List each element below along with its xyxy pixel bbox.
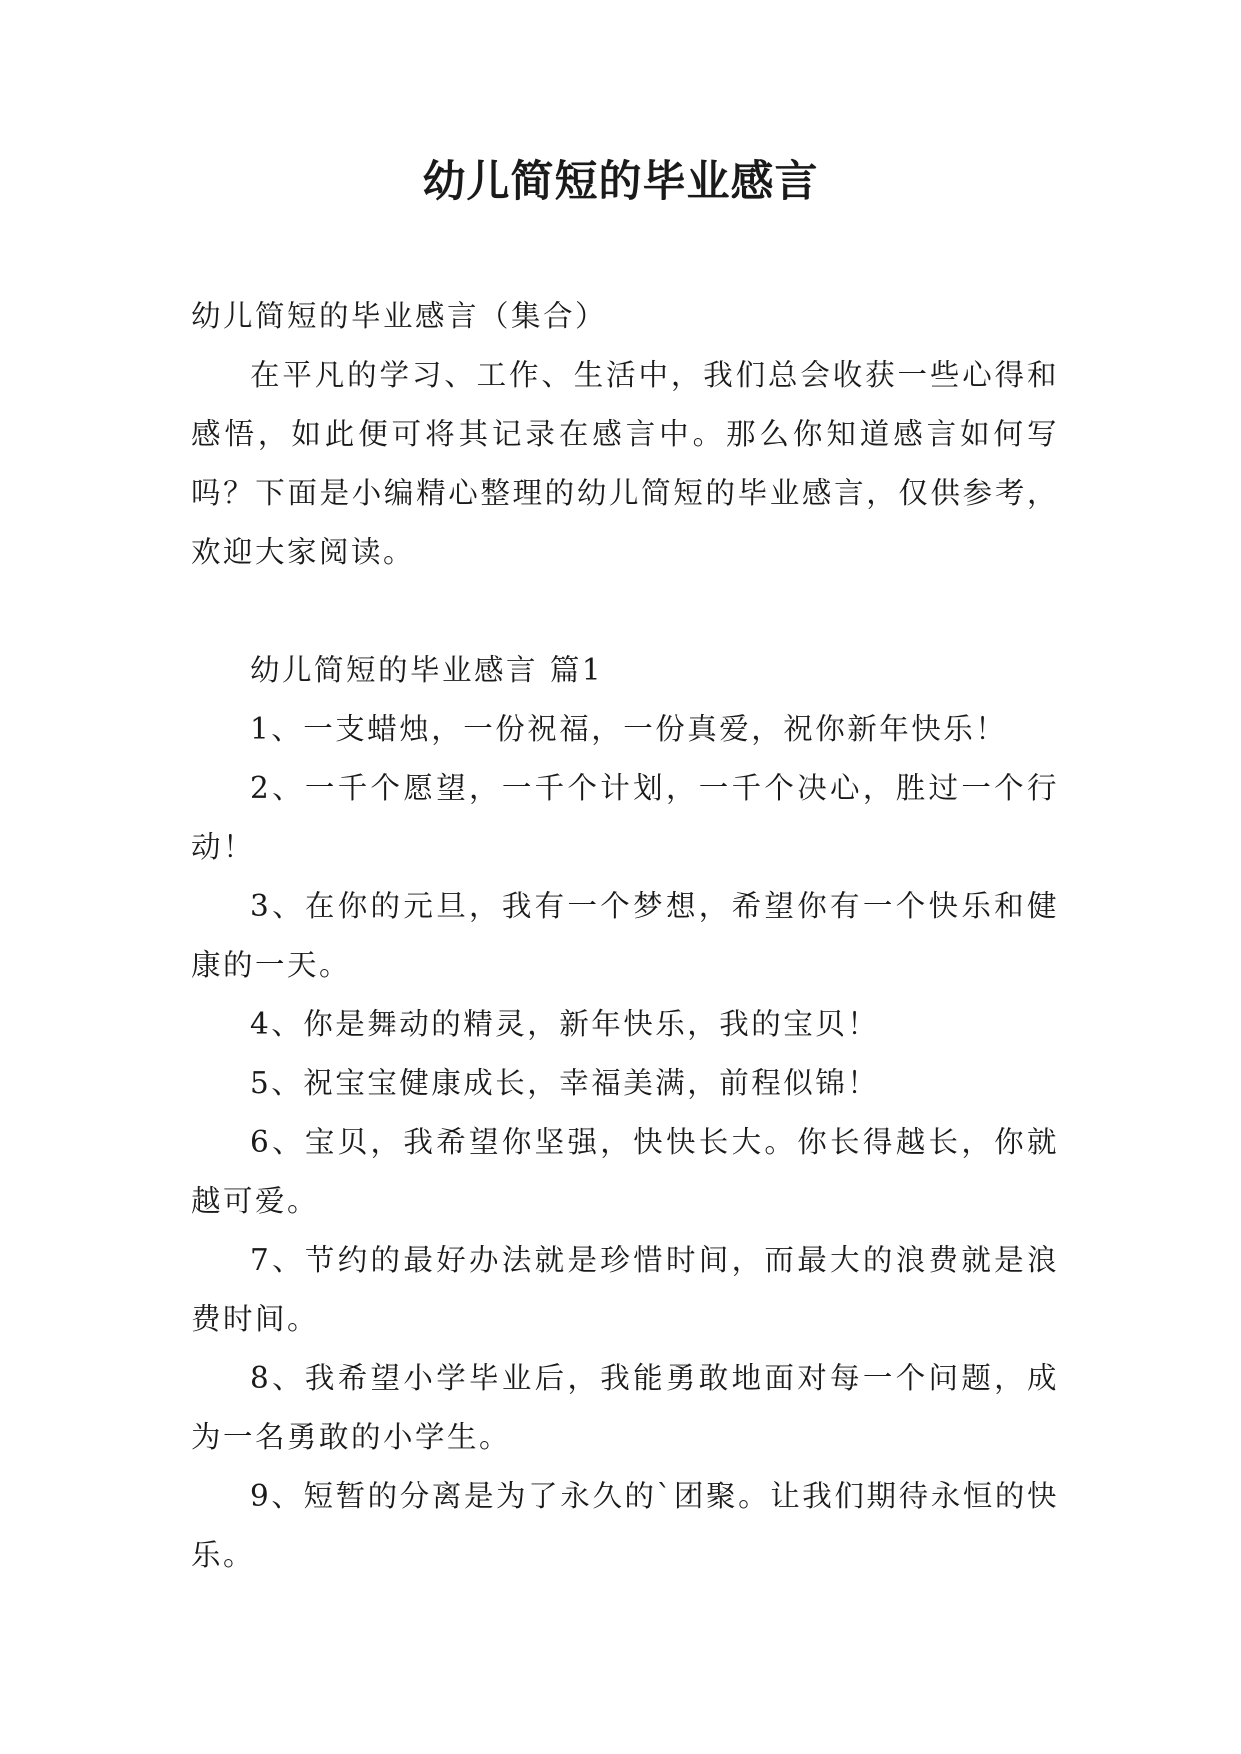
- list-item: 8、我希望小学毕业后，我能勇敢地面对每一个问题，成为一名勇敢的小学生。: [191, 1361, 1059, 1454]
- list-item: 4、你是舞动的精灵，新年快乐，我的宝贝！: [250, 1007, 880, 1041]
- list-item: 5、祝宝宝健康成长，幸福美满，前程似锦！: [250, 1066, 880, 1100]
- list-item: 7、节约的最好办法就是珍惜时间，而最大的浪费就是浪费时间。: [191, 1243, 1059, 1336]
- list-item: 1、一支蜡烛，一份祝福，一份真爱，祝你新年快乐！: [250, 712, 1008, 746]
- document-body: [191, 287, 1059, 1585]
- list-item: 3、在你的元旦，我有一个梦想，希望你有一个快乐和健康的一天。: [191, 889, 1059, 982]
- intro-paragraph: 在平凡的学习、工作、生活中，我们总会收获一些心得和感悟，如此便可将其记录在感言中。那么你知道感言如何写吗？下面是小编精心整理的幼儿简短的毕业感言，仅供参考，欢迎大家阅读。: [191, 358, 1059, 569]
- section-heading: 幼儿简短的毕业感言 篇1: [250, 653, 604, 687]
- list-item: 6、宝贝，我希望你坚强，快快长大。你长得越长，你就越可爱。: [191, 1125, 1059, 1218]
- document-subtitle: 幼儿简短的毕业感言（集合）: [191, 299, 608, 333]
- document-title: 幼儿简短的毕业感言: [422, 157, 819, 207]
- list-item: 9、短暂的分离是为了永久的`团聚。让我们期待永恒的快乐。: [191, 1479, 1059, 1572]
- paragraph-gap: [191, 582, 1059, 641]
- list-item: 2、一千个愿望，一千个计划，一千个决心，胜过一个行动！: [191, 771, 1059, 864]
